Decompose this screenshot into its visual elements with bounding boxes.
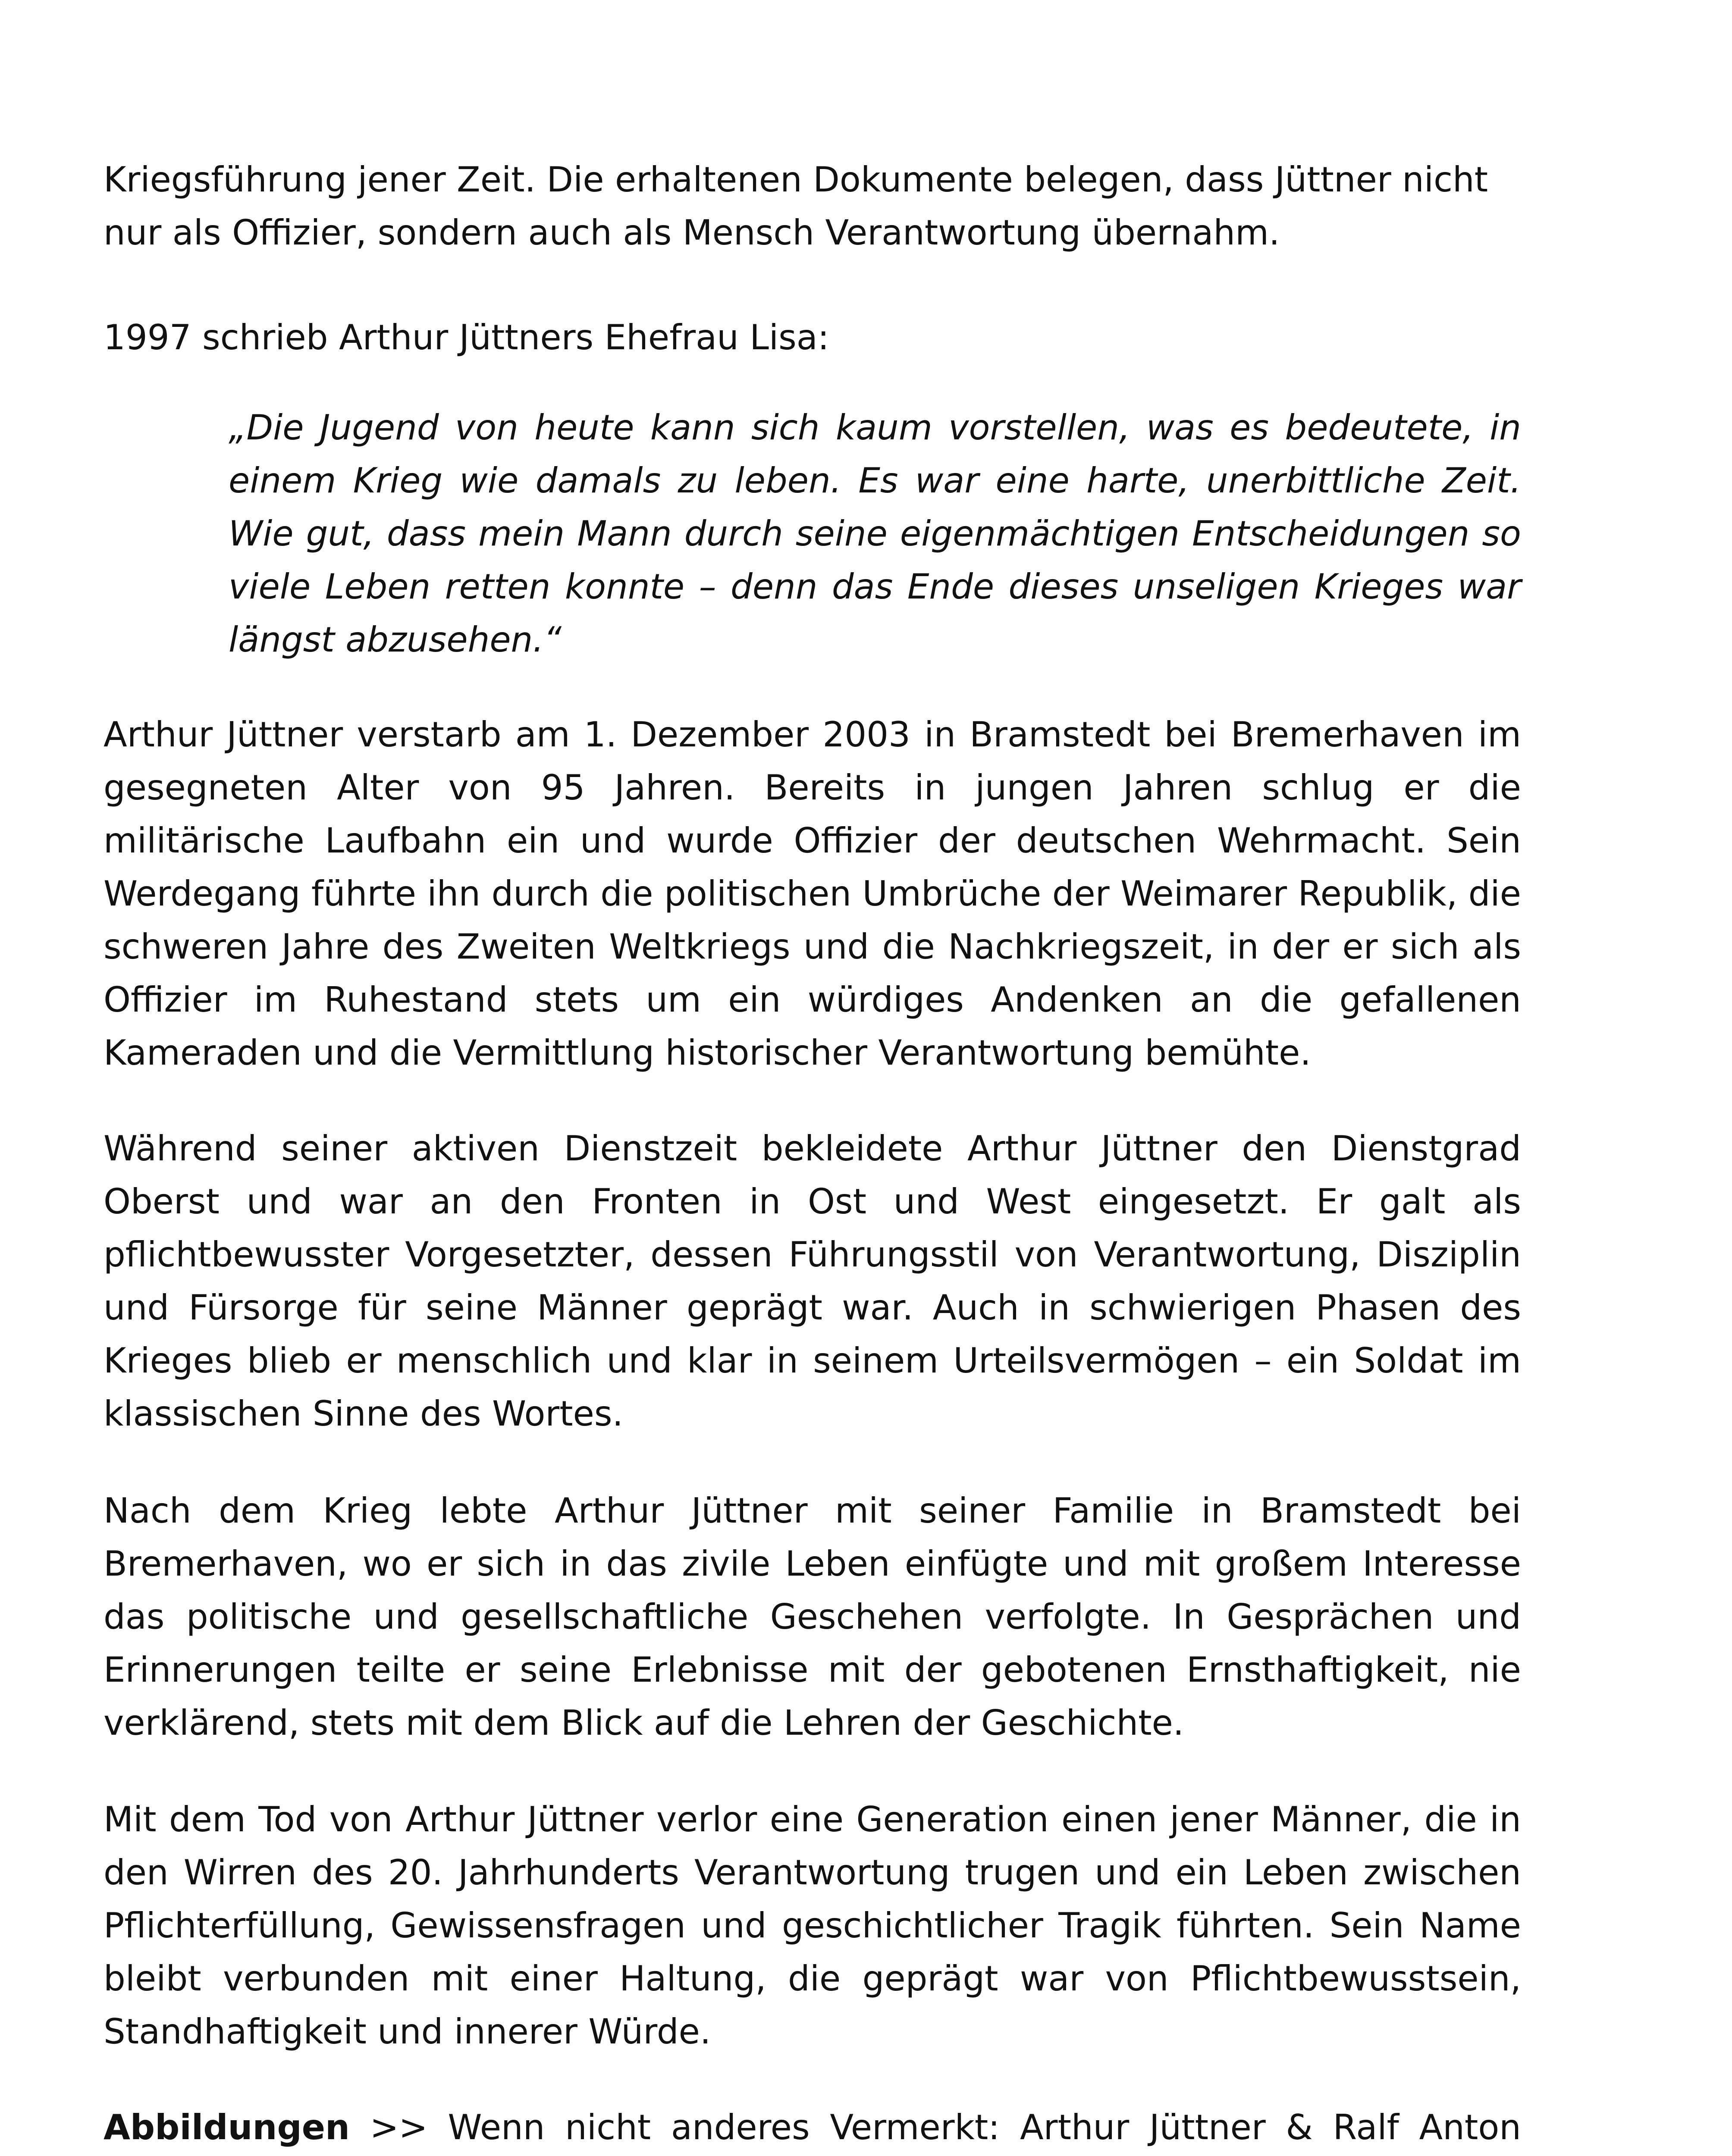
paragraph-legacy: Mit dem Tod von Arthur Jüttner verlor eine Generation einen jener Männer, die in den Wirren des 20. Jahrhunderts Verantwortung trugen und ein Leben zwischen Pflichterfüllung, Gewissensfragen und geschichtlicher Tragik führten. Sein Name bleibt verbunden mit einer Haltung, die geprägt war von Pflichtbewusstsein, Standhaftigkeit und innerer Würde. [104, 1799, 1521, 2052]
credits-note [104, 2101, 1521, 2156]
paragraph-postwar: Nach dem Krieg lebte Arthur Jüttner mit seiner Familie in Bramstedt bei Bremerhaven, wo er sich in das zivile Leben einfügte und mit großem Interesse das politische und gesellschaftliche Geschehen verfolgte. In Gesprächen und Erinnerungen teilte er seine Erlebnisse mit der gebotenen Ernsthaftigkeit, nie verklärend, stets mit dem Blick auf die Lehren der Geschichte. [104, 1491, 1521, 1743]
paragraph-intro: Kriegsführung jener Zeit. Die erhaltenen Dokumente belegen, dass Jüttner nicht nur als Offizier, sondern auch als Mensch Verantwortung übernahm. [104, 160, 1488, 253]
paragraph-service: Während seiner aktiven Dienstzeit bekleidete Arthur Jüttner den Dienstgrad Oberst und war an den Fronten in Ost und West eingesetzt. Er galt als pflichtbewusster Vorgesetzter, dessen Führungsstil von Verantwortung, Disziplin und Fürsorge für seine Männer geprägt war. Auch in schwierigen Phasen des Krieges blieb er menschlich und klar in seinem Urteilsvermögen – ein Soldat im klassischen Sinne des Wortes. [104, 1128, 1521, 1434]
quote-lisa-juettner: „Die Jugend von heute kann sich kaum vorstellen, was es bedeutete, in einem Krieg wie damals zu leben. Es war eine harte, unerbittliche Zeit. Wie gut, dass mein Mann durch seine eigenmächtigen Entscheidungen so viele Leben retten konnte – denn das Ende dieses unseligen Krieges war längst abzusehen.“ [229, 407, 1521, 660]
credits-label: Abbildungen [104, 2107, 350, 2147]
credits-text: >> Wenn nicht anderes Vermerkt: Arthur Jüttner & Ralf Anton [370, 2107, 1521, 2147]
paragraph-quote-intro: 1997 schrieb Arthur Jüttners Ehefrau Lisa: [104, 317, 829, 357]
paragraph-biography: Arthur Jüttner verstarb am 1. Dezember 2003 in Bramstedt bei Bremerhaven im gesegneten Alter von 95 Jahren. Bereits in jungen Jahren schlug er die militärische Laufbahn ein und wurde Offizier der deutschen Wehrmacht. Sein Werdegang führte ihn durch die politischen Umbrüche der Weimarer Republik, die schweren Jahre des Zweiten Weltkriegs und die Nachkriegszeit, in der er sich als Offizier im Ruhestand stets um ein würdiges Andenken an die gefallenen Kameraden und die Vermittlung historischer Verantwortung bemühte. [104, 714, 1521, 1073]
